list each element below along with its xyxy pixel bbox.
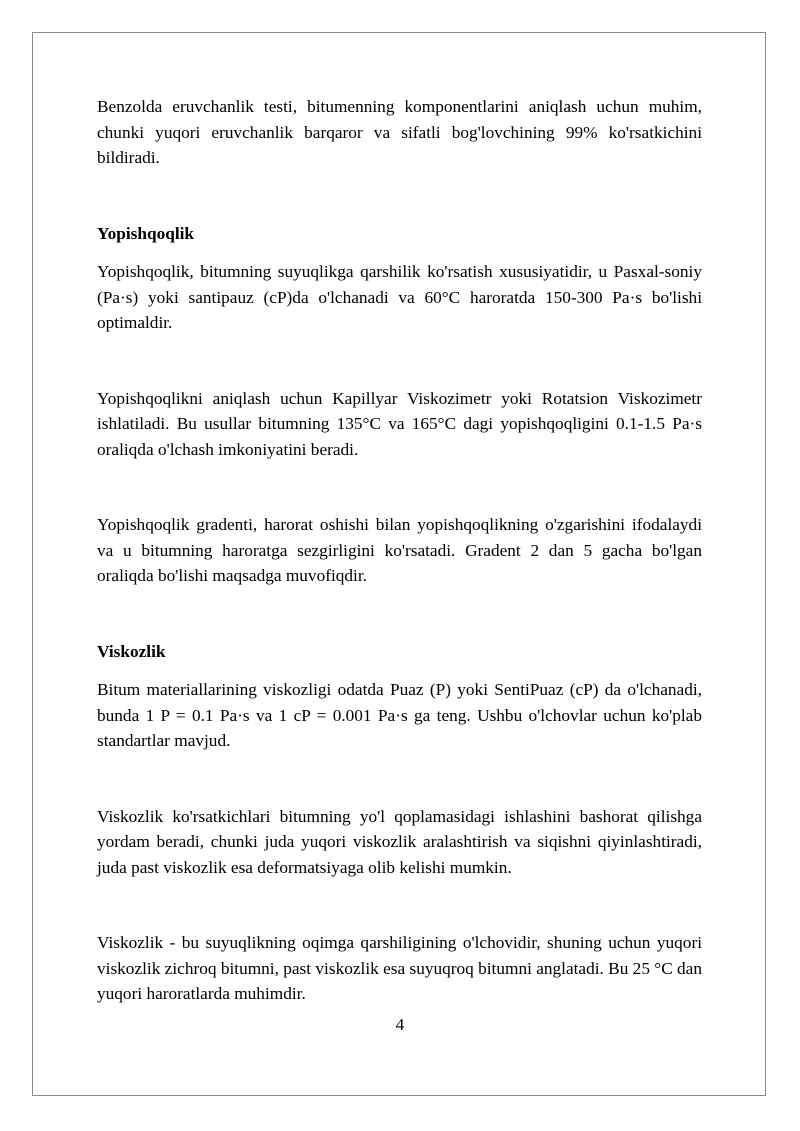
heading-viskozlik: Viskozlik <box>97 641 166 661</box>
page-number: 4 <box>395 1015 405 1034</box>
paragraph-viskozlik-indicators: Viskozlik ko'rsatkichlari bitumning yo'l qoplamasidagi ishlashini bashorat qilishga yordam beradi, chunki juda yuqori viskozlik aralashtirish va siqishni qiyinlashtiradi, juda past viskozlik esa deformatsiyaga olib kelishi mumkin. <box>97 806 702 877</box>
heading-yopishqoqlik: Yopishqoqlik <box>97 223 195 243</box>
paragraph-benzol-solubility: Benzolda eruvchanlik testi, bitumenning komponentlarini aniqlash uchun muhim, chunki yuqori eruvchanlik barqaror va sifatli bog'lovchining 99% ko'rsatkichini bildiradi. <box>97 97 702 167</box>
paragraph-viskozlik-units: Bitum materiallarining viskozligi odatda Puaz (P) yoki SentiPuaz (cP) da o'lchanadi, bunda 1 P = 0.1 Pa·s va 1 cP = 0.001 Pa·s ga teng. Ushbu o'lchovlar uchun ko'plab standartlar mavjud. <box>97 680 702 750</box>
paragraph-yopishqoqlik-gradient: Yopishqoqlik gradenti, harorat oshishi bilan yopishqoqlikning o'zgarishini ifodalaydi va u bitumning haroratga sezgirligini ko'rsatadi. Gradent 2 dan 5 gacha bo'lgan oraliqda bo'lishi maqsadga muvofiqdir. <box>97 515 702 585</box>
paragraph-viskozlik-definition: Viskozlik - bu suyuqlikning oqimga qarshiligining o'lchovidir, shuning uchun yuqori viskozlik zichroq bitumni, past viskozlik esa suyuqroq bitumni anglatadi. Bu 25 °C dan yuqori haroratlarda muhimdir. <box>97 933 702 1003</box>
page-body <box>97 94 702 1007</box>
paragraph-yopishqoqlik-method: Yopishqoqlikni aniqlash uchun Kapillyar Viskozimetr yoki Rotatsion Viskozimetr ishlatiladi. Bu usullar bitumning 135°C va 165°C dagi yopishqoqligini 0.1-1.5 Pa·s oraliqda o'lchash imkoniyatini beradi. <box>97 388 702 459</box>
paragraph-yopishqoqlik-definition: Yopishqoqlik, bitumning suyuqlikga qarshilik ko'rsatish xususiyatidir, u Pasxal-soniy (Pa·s) yoki santipauz (cP)da o'lchanadi va 60°C haroratda 150-300 Pa·s bo'lishi optimaldir. <box>97 262 702 332</box>
